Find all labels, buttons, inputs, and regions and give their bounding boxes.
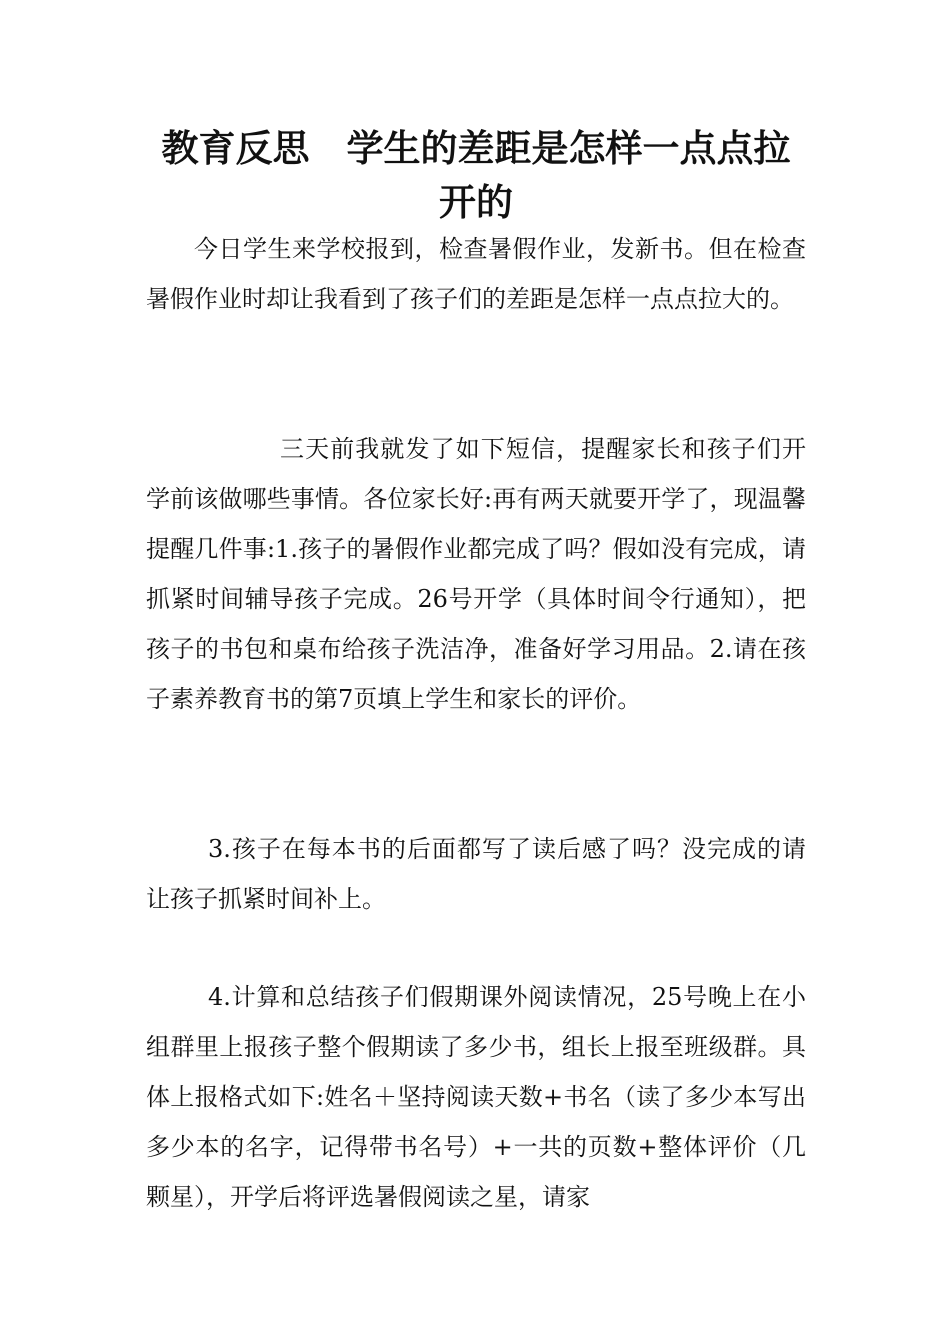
paragraph-4: 4.计算和总结孩子们假期课外阅读情况，25号晚上在小组群里上报孩子整个假期读了多少书，组长上报至班级群。具体上报格式如下:姓名＋坚持阅读天数+书名（读了多少本写出多少本的名字，记得带书名号）+一共的页数+整体评价（几颗星），开学后将评选暑假阅读之星，请家 [146,983,806,1211]
paragraph-3: 3.孩子在每本书的后面都写了读后感了吗？没完成的请让孩子抓紧时间补上。 [146,835,806,913]
document-title: 教育反思 学生的差距是怎样一点点拉开的 [161,127,791,224]
paragraph-2: 三天前我就发了如下短信，提醒家长和孩子们开学前该做哪些事情。各位家长好:再有两天就要开学了，现温馨提醒几件事:1.孩子的暑假作业都完成了吗？假如没有完成，请抓紧时间辅导孩子完成。26号开学（具体时间令行通知），把孩子的书包和桌布给孩子洗洁净，准备好学习用品。2.请在孩子素养教育书的第7页填上学生和家长的评价。 [146,435,806,713]
paragraph-1: 今日学生来学校报到，检查暑假作业，发新书。但在检查暑假作业时却让我看到了孩子们的差距是怎样一点点拉大的。 [146,235,806,313]
